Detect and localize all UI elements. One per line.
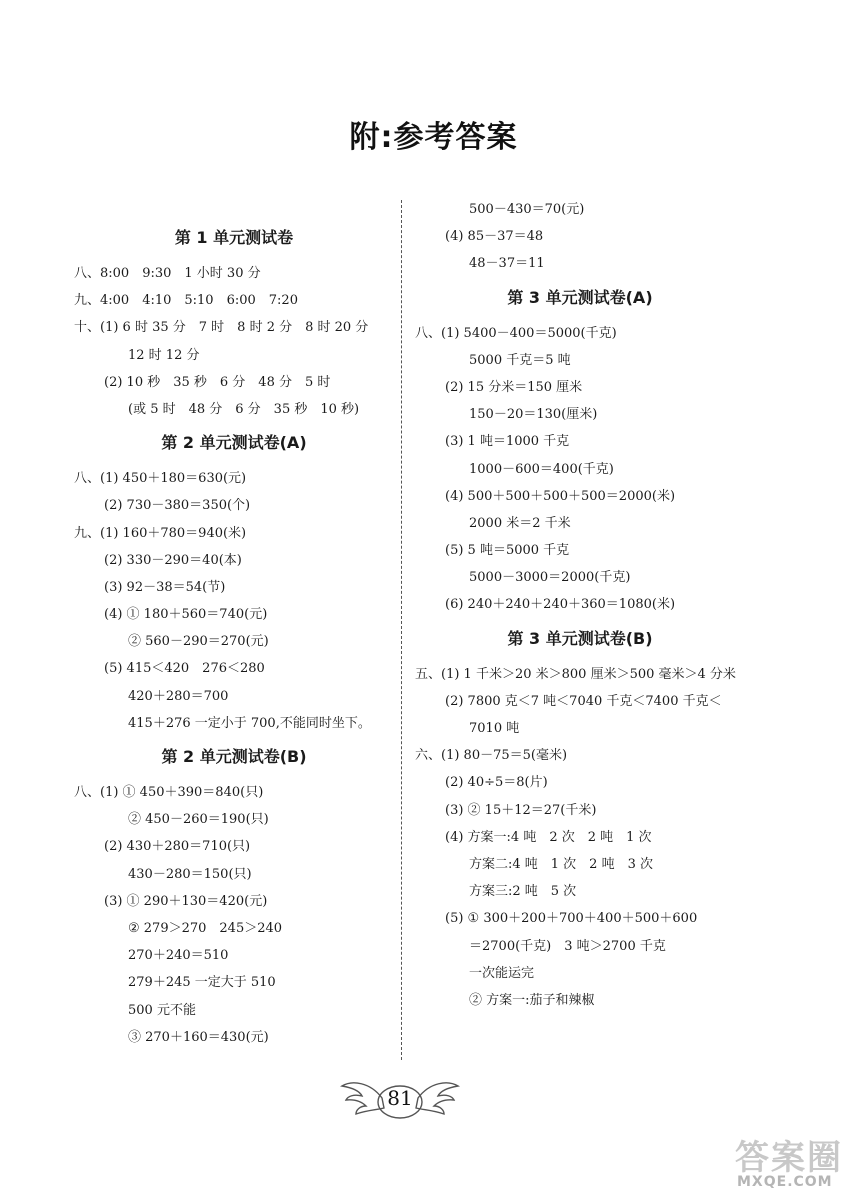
answer-line: 九、(1) 160＋780＝940(米): [74, 525, 247, 541]
answer-line: 方案三:2 吨 5 次: [469, 884, 577, 900]
answer-line: (2) 730－380＝350(个): [104, 498, 251, 514]
answer-line: ③ 270＋160＝430(元): [128, 1029, 269, 1045]
answer-line: 48－37＝11: [469, 256, 545, 272]
answer-line: (5) 415＜420 276＜280: [104, 661, 265, 677]
answer-line: (3) 1 吨＝1000 千克: [445, 434, 570, 450]
answer-line: (5) 5 吨＝5000 千克: [445, 543, 570, 559]
answer-line: 方案二:4 吨 1 次 2 吨 3 次: [469, 856, 653, 872]
answer-line: 一次能运完: [469, 965, 535, 981]
answer-line: 12 时 12 分: [128, 347, 200, 363]
answer-line: 八、(1) 5400－400＝5000(千克): [415, 325, 617, 341]
answer-line: (4) 85－37＝48: [445, 229, 544, 245]
answer-line: 八、8:00 9:30 1 小时 30 分: [74, 266, 261, 281]
answer-line: 500－430＝70(元): [469, 202, 585, 217]
answer-line: 7010 吨: [469, 721, 520, 736]
answer-line: 八、(1) 450＋180＝630(元): [74, 471, 247, 487]
answer-line: ② 560－290＝270(元): [128, 634, 269, 650]
answer-line: (3) ② 15＋12＝27(千米): [445, 802, 597, 818]
answer-line: ＝2700(千克) 3 吨＞2700 千克: [469, 938, 666, 954]
answer-line: (2) 40÷5＝8(片): [445, 775, 548, 791]
answer-line: 500 元不能: [128, 1002, 196, 1018]
answer-line: ② 方案一:茄子和辣椒: [469, 992, 595, 1008]
answer-line: (2) 430＋280＝710(只): [104, 839, 251, 855]
section-heading: 第 2 单元测试卷(A): [161, 433, 307, 453]
page-number: 81: [387, 1086, 413, 1110]
watermark: [735, 1130, 860, 1195]
answer-line: 150－20＝130(厘米): [469, 407, 598, 423]
right-column: [415, 196, 745, 1014]
answer-line: 415＋276 一定小于 700,不能同时坐下。: [128, 715, 371, 731]
answer-line: (4) ① 180＋560＝740(元): [104, 607, 268, 623]
answer-line: (或 5 时 48 分 6 分 35 秒 10 秒): [128, 401, 360, 417]
column-divider: [401, 200, 402, 1060]
answer-line: 270＋240＝510: [128, 948, 229, 964]
answer-line: (2) 330－290＝40(本): [104, 552, 242, 568]
answer-line: 279＋245 一定大于 510: [128, 975, 276, 991]
left-column: [74, 218, 394, 1051]
answer-line: (4) 方案一:4 吨 2 次 2 吨 1 次: [445, 829, 652, 845]
page-footer: [340, 1072, 460, 1122]
answer-line: (2) 15 分米＝150 厘米: [445, 379, 583, 395]
answer-line: (6) 240＋240＋240＋360＝1080(米): [445, 597, 676, 613]
answer-line: (4) 500＋500＋500＋500＝2000(米): [445, 488, 676, 504]
answer-line: (2) 7800 克＜7 吨＜7040 千克＜7400 千克＜: [445, 693, 722, 709]
answer-line: (3) ① 290＋130＝420(元): [104, 893, 268, 909]
watermark-logo-text: 答案圈: [735, 1138, 843, 1178]
answer-line: 5000 千克＝5 吨: [469, 352, 571, 368]
answer-line: 五、(1) 1 千米＞20 米＞800 厘米＞500 毫米＞4 分米: [415, 666, 736, 682]
section-heading: 第 3 单元测试卷(B): [507, 628, 653, 648]
answer-line: 九、4:00 4:10 5:10 6:00 7:20: [74, 293, 298, 309]
answer-line: (5) ① 300＋200＋700＋400＋500＋600: [445, 911, 698, 927]
answer-line: 八、(1) ① 450＋390＝840(只): [74, 785, 264, 800]
answer-line: 六、(1) 80－75＝5(毫米): [415, 748, 568, 764]
answer-line: 420＋280＝700: [128, 688, 229, 704]
answer-line: ② 450－260＝190(只): [128, 812, 269, 828]
answer-line: 430－280＝150(只): [128, 866, 252, 882]
answer-line: 2000 米＝2 千米: [469, 515, 571, 531]
section-heading: 第 1 单元测试卷: [174, 228, 294, 247]
answer-line: 5000－3000＝2000(千克): [469, 570, 631, 586]
section-heading: 第 2 单元测试卷(B): [161, 747, 307, 766]
answer-line: 十、(1) 6 时 35 分 7 时 8 时 2 分 8 时 20 分: [74, 320, 369, 336]
page-title: 附:参考答案: [349, 120, 518, 155]
answer-line: ② 279＞270 245＞240: [128, 920, 283, 936]
answer-line: 1000－600＝400(千克): [469, 461, 614, 477]
watermark-url: MXQE.COM: [737, 1174, 833, 1190]
answer-line: (2) 10 秒 35 秒 6 分 48 分 5 时: [104, 374, 331, 390]
section-heading: 第 3 单元测试卷(A): [507, 287, 653, 307]
answer-line: (3) 92－38＝54(节): [104, 579, 226, 595]
